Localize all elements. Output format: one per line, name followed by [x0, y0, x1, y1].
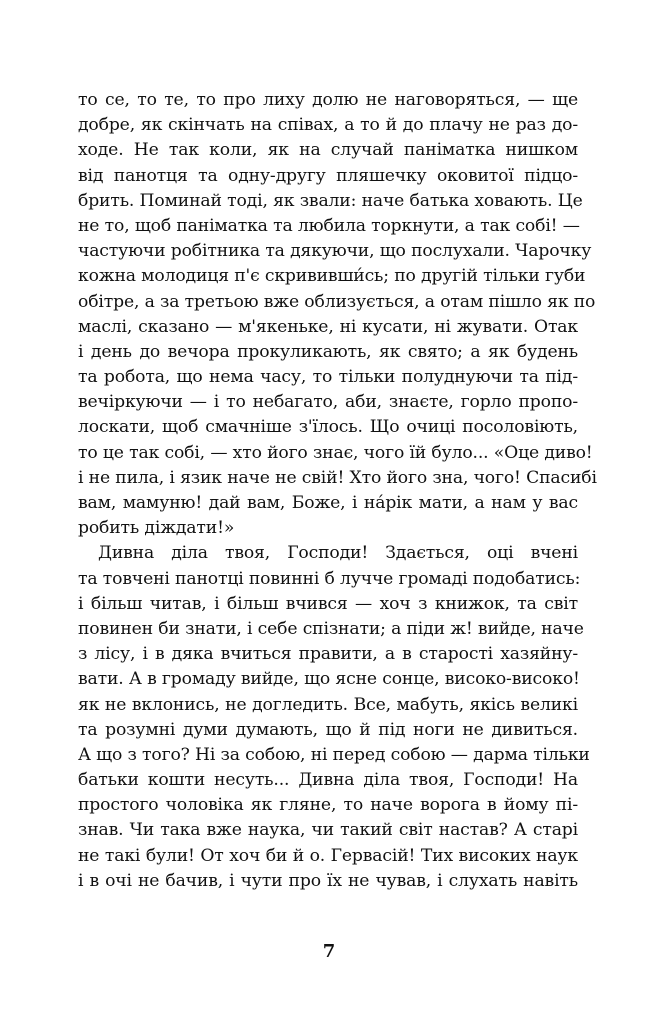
- text-line: знав. Чи така вже наука, чи такий світ настав? А старі: [78, 820, 578, 841]
- text-line: то се, то те, то про лиху долю не наговоряться, — ще: [78, 90, 578, 110]
- text-line: повинен би знати, і себе спізнати; а піди ж! вийде, наче: [78, 618, 584, 639]
- text-line: і в очі не бачив, і чути про їх не чував, і слухать навіть: [78, 870, 578, 891]
- text-line: добре, як скінчать на співах, а то й до плачу не раз до-: [78, 115, 578, 136]
- text-line: від панотця та одну-другу пляшечку оковитої підцо-: [78, 165, 578, 186]
- text-line: та товчені панотці повинні б лучче громаді подобатись:: [78, 568, 581, 589]
- text-line: частуючи робітника та дякуючи, що послухали. Чарочку: [78, 241, 592, 262]
- body-text: [78, 88, 597, 894]
- text-line: кожна молодиця п'є скрививши́сь; по другій тільки губи: [78, 266, 586, 287]
- text-line: не то, щоб паніматка та любила торкнути, а так собі! —: [78, 215, 580, 236]
- text-line: батьки кошти несуть... Дивна діла твоя, Господи! На: [78, 770, 578, 791]
- text-line: вечіркуючи — і то небагато, аби, знаєте, горло пропо-: [78, 392, 578, 413]
- text-line: ходе. Не так коли, як на случай паніматка нишком: [78, 140, 578, 161]
- text-line: і день до вечора прокуликають, як свято; а як будень: [78, 341, 578, 362]
- paragraph-first-line: Дивна діла твоя, Господи! Здається, оці вчені: [98, 543, 578, 564]
- text-line: як не вклонись, не догледить. Все, мабуть, якісь великі: [78, 694, 578, 715]
- text-line: та робота, що нема часу, то тільки полуднуючи та під-: [78, 367, 578, 388]
- text-line: вати. А в громаду вийде, що ясне сонце, високо-високо!: [78, 669, 580, 690]
- text-line: вам, мамуню! дай вам, Боже, і на́рік мати, а нам у вас: [78, 493, 578, 513]
- text-line: і більш читав, і більш вчився — хоч з книжок, та світ: [78, 593, 578, 614]
- text-line: не такі були! От хоч би й о. Гервасій! Тих високих наук: [78, 845, 578, 866]
- page-number: 7: [322, 941, 336, 962]
- text-line: лоскати, щоб смачніше з'їлось. Що очиці посоловіють,: [78, 417, 578, 438]
- text-line: з лісу, і в дяка вчиться правити, а в старості хазяйну-: [78, 644, 578, 665]
- text-line: та розумні думи думають, що й під ноги не дивиться.: [78, 719, 578, 740]
- paragraph-last-line: робить діждати!»: [78, 518, 235, 539]
- text-line: А що з того? Ні за собою, ні перед собою — дарма тільки: [78, 744, 590, 765]
- text-line: і не пила, і язик наче не свій! Хто його зна, чого! Спасибі: [78, 467, 597, 488]
- text-line: то це так собі, — хто його знає, чого їй було... «Оце диво!: [78, 442, 593, 463]
- text-line: простого чоловіка як гляне, то наче ворога в йому пі-: [78, 795, 578, 816]
- text-line: маслі, сказано — м'якеньке, ні кусати, ні жувати. Отак: [78, 316, 578, 337]
- text-line: брить. Поминай тоді, як звали: наче батька ховають. Це: [78, 190, 583, 211]
- text-line: обітре, а за третьою вже облизується, а отам пішло як по: [78, 291, 596, 312]
